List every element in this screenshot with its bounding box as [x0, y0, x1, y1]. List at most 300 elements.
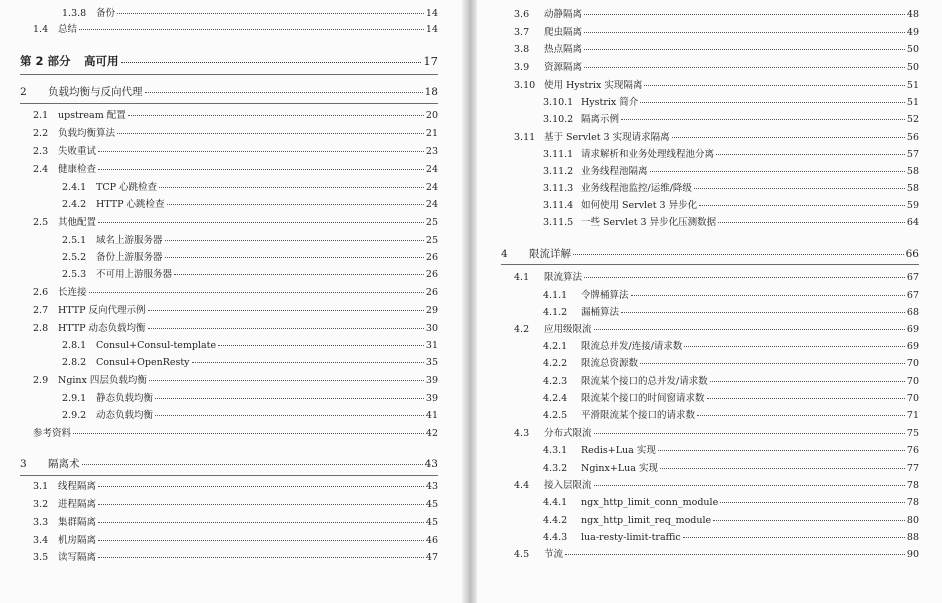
toc-number: 2.4.2	[62, 199, 87, 210]
toc-page: 20	[425, 110, 438, 121]
dot-leader	[82, 464, 423, 465]
dot-leader	[584, 67, 905, 68]
toc-entry	[543, 376, 919, 388]
toc-number: 3	[20, 458, 27, 470]
toc-page: 24	[425, 199, 438, 210]
dot-leader	[584, 32, 905, 33]
left-page	[0, 0, 462, 603]
toc-number: 2.6	[33, 287, 49, 298]
dot-leader	[73, 433, 424, 434]
toc-page: 56	[906, 132, 919, 143]
toc-page: 64	[906, 217, 919, 228]
toc-page: 26	[425, 252, 438, 263]
toc-number: 2.5	[33, 217, 49, 228]
toc-number: 3.9	[514, 62, 530, 73]
toc-page: 76	[906, 445, 919, 456]
toc-number: 4.2.2	[543, 358, 568, 369]
toc-page: 77	[906, 463, 919, 474]
toc-number: 4.2	[514, 324, 530, 335]
toc-title: 失败重试	[58, 146, 97, 157]
toc-number: 2.9.1	[62, 393, 87, 404]
dot-leader	[98, 557, 424, 558]
toc-entry	[33, 146, 438, 158]
toc-entry	[543, 166, 919, 178]
dot-leader	[98, 522, 424, 523]
toc-title: 其他配置	[58, 217, 97, 228]
part-number: 第 2 部分	[20, 54, 71, 68]
toc-title: 域名上游服务器	[96, 235, 163, 246]
toc-page: 58	[906, 183, 919, 194]
toc-title: 爬虫隔离	[544, 27, 583, 38]
dot-leader	[640, 102, 905, 103]
toc-entry	[33, 535, 438, 547]
toc-title: 进程隔离	[58, 499, 97, 510]
toc-entry	[543, 463, 919, 475]
toc-title: 一些 Servlet 3 异步化压测数据	[581, 217, 717, 228]
toc-entry	[543, 307, 919, 319]
toc-page: 46	[425, 535, 438, 546]
toc-title: 使用 Hystrix 实现隔离	[544, 80, 643, 91]
toc-entry	[62, 252, 438, 264]
dot-leader	[218, 345, 424, 346]
toc-page: 39	[425, 393, 438, 404]
dot-leader	[98, 169, 424, 170]
toc-page: 69	[906, 341, 919, 352]
toc-number: 4.2.5	[543, 410, 568, 421]
toc-number: 2.8.1	[62, 340, 87, 351]
dot-leader	[98, 222, 424, 223]
toc-title: 限流详解	[529, 248, 571, 260]
dot-leader	[155, 415, 424, 416]
toc-number: 3.6	[514, 9, 530, 20]
toc-number: 2.5.1	[62, 235, 87, 246]
toc-page: 78	[906, 480, 919, 491]
toc-number: 4.1	[514, 272, 530, 283]
toc-number: 1.3.8	[62, 8, 87, 19]
toc-number: 2.9.2	[62, 410, 87, 421]
dot-leader	[644, 85, 905, 86]
toc-title: TCP 心跳检查	[96, 182, 158, 193]
dot-leader	[174, 274, 424, 275]
toc-page: 57	[906, 149, 919, 160]
dot-leader	[710, 381, 905, 382]
toc-title: 限流某个接口的时间窗请求数	[581, 393, 705, 404]
toc-title: lua-resty-limit-traffic	[581, 532, 681, 543]
toc-entry	[543, 290, 919, 302]
toc-entry	[543, 497, 919, 509]
toc-entry	[62, 8, 438, 20]
toc-page: 80	[906, 515, 919, 526]
toc-page: 90	[906, 549, 919, 560]
toc-number: 2.7	[33, 305, 49, 316]
toc-page: 78	[906, 497, 919, 508]
toc-entry	[543, 217, 919, 229]
toc-number: 3.4	[33, 535, 49, 546]
toc-title: 长连接	[58, 287, 87, 298]
chapter-heading	[20, 458, 438, 470]
toc-entry	[33, 305, 438, 317]
toc-title: 静态负载均衡	[96, 393, 154, 404]
toc-entry	[514, 480, 919, 492]
toc-page: 49	[906, 27, 919, 38]
toc-title: 限流某个接口的总并发/请求数	[581, 376, 708, 387]
dot-leader	[98, 504, 424, 505]
toc-entry	[514, 132, 919, 144]
toc-page: 69	[906, 324, 919, 335]
toc-page: 21	[425, 128, 438, 139]
toc-entry	[33, 517, 438, 529]
dot-leader	[584, 14, 905, 15]
dot-leader	[720, 502, 905, 503]
toc-page: 51	[906, 80, 919, 91]
toc-number: 4.3.1	[543, 445, 568, 456]
toc-entry	[33, 128, 438, 140]
toc-title: HTTP 反向代理示例	[58, 305, 146, 316]
toc-title: 备份上游服务器	[96, 252, 163, 263]
toc-entry	[62, 199, 438, 211]
toc-page: 17	[423, 54, 438, 68]
toc-title: 限流总并发/连接/请求数	[581, 341, 683, 352]
toc-page: 43	[425, 481, 438, 492]
toc-entry	[514, 428, 919, 440]
toc-title: 限流算法	[544, 272, 583, 283]
toc-title: 令牌桶算法	[581, 290, 629, 301]
chapter-rule	[20, 103, 438, 104]
dot-leader	[697, 415, 905, 416]
toc-entry	[62, 410, 438, 422]
toc-number: 4.1.1	[543, 290, 568, 301]
toc-entry	[62, 393, 438, 405]
toc-title: HTTP 心跳检查	[96, 199, 165, 210]
toc-entry	[514, 44, 919, 56]
toc-title: 隔离示例	[581, 114, 620, 125]
chapter-heading	[20, 86, 438, 98]
toc-number: 2.5.3	[62, 269, 87, 280]
toc-page: 52	[906, 114, 919, 125]
toc-entry	[33, 217, 438, 229]
toc-entry	[62, 182, 438, 194]
toc-page: 45	[425, 517, 438, 528]
dot-leader	[707, 398, 905, 399]
toc-title: 读写隔离	[58, 552, 97, 563]
dot-leader	[640, 363, 905, 364]
toc-title: 业务线程池监控/运维/降级	[581, 183, 692, 194]
toc-number: 2.8	[33, 323, 49, 334]
toc-entry	[33, 375, 438, 387]
toc-title: 隔离术	[48, 458, 80, 470]
toc-page: 41	[425, 410, 438, 421]
dot-leader	[192, 362, 424, 363]
toc-number: 4.2.4	[543, 393, 568, 404]
toc-page: 67	[906, 290, 919, 301]
toc-entry	[33, 481, 438, 493]
toc-number: 4.3	[514, 428, 530, 439]
dot-leader	[155, 398, 424, 399]
chapter-heading	[501, 248, 919, 260]
dot-leader	[117, 133, 424, 134]
toc-entry	[514, 62, 919, 74]
toc-number: 4.4	[514, 480, 530, 491]
toc-title: 动静隔离	[544, 9, 583, 20]
part-title: 高可用	[84, 54, 119, 68]
dot-leader	[117, 13, 424, 14]
toc-number: 3.8	[514, 44, 530, 55]
toc-entry	[543, 341, 919, 353]
right-page	[477, 0, 942, 603]
toc-entry	[62, 357, 438, 369]
toc-title: 接入层限流	[544, 480, 592, 491]
part-heading	[20, 54, 438, 68]
toc-page: 26	[425, 269, 438, 280]
toc-page: 26	[425, 287, 438, 298]
dot-leader	[79, 29, 424, 30]
toc-number: 4.2.1	[543, 341, 568, 352]
toc-page: 39	[425, 375, 438, 386]
toc-title: 动态负载均衡	[96, 410, 154, 421]
toc-number: 3.10.2	[543, 114, 574, 125]
toc-entry	[543, 183, 919, 195]
dot-leader	[165, 257, 424, 258]
dot-leader	[167, 204, 424, 205]
toc-title: Consul+OpenResty	[96, 357, 190, 368]
toc-number: 4.1.2	[543, 307, 568, 318]
toc-number: 2.1	[33, 110, 49, 121]
book-gutter	[462, 0, 477, 603]
dot-leader	[149, 380, 424, 381]
toc-entry	[33, 323, 438, 335]
toc-title: 参考资料	[33, 428, 72, 439]
toc-number: 3.5	[33, 552, 49, 563]
dot-leader	[148, 310, 424, 311]
toc-page: 70	[906, 358, 919, 369]
toc-number: 2.4	[33, 164, 49, 175]
dot-leader	[594, 485, 905, 486]
toc-page: 35	[425, 357, 438, 368]
toc-title: 健康检查	[58, 164, 97, 175]
toc-page: 29	[425, 305, 438, 316]
toc-entry	[543, 97, 919, 109]
toc-page: 18	[424, 86, 438, 98]
toc-page: 88	[906, 532, 919, 543]
dot-leader	[584, 277, 905, 278]
toc-number: 2.3	[33, 146, 49, 157]
dot-leader	[718, 222, 905, 223]
toc-title: 基于 Servlet 3 实现请求隔离	[544, 132, 670, 143]
toc-title: 如何使用 Servlet 3 异步化	[581, 200, 698, 211]
toc-page: 58	[906, 166, 919, 177]
toc-number: 4.4.1	[543, 497, 568, 508]
toc-number: 2.2	[33, 128, 49, 139]
toc-title: 线程隔离	[58, 481, 97, 492]
toc-title: 节流	[544, 549, 564, 560]
chapter-rule	[501, 264, 919, 265]
toc-title: 应用级限流	[544, 324, 592, 335]
toc-number: 3.7	[514, 27, 530, 38]
toc-title: upstream 配置	[58, 110, 126, 121]
chapter-rule	[20, 475, 438, 476]
toc-entry	[62, 269, 438, 281]
dot-leader	[716, 154, 905, 155]
dot-leader	[650, 171, 905, 172]
toc-page: 68	[906, 307, 919, 318]
toc-entry	[514, 80, 919, 92]
toc-number: 3.11.4	[543, 200, 574, 211]
toc-number: 3.11.5	[543, 217, 574, 228]
dot-leader	[713, 520, 905, 521]
dot-leader	[694, 188, 905, 189]
toc-title: 漏桶算法	[581, 307, 620, 318]
toc-page: 70	[906, 376, 919, 387]
toc-page: 51	[906, 97, 919, 108]
toc-number: 3.10.1	[543, 97, 574, 108]
toc-number: 3.11.2	[543, 166, 574, 177]
dot-leader	[584, 49, 905, 50]
toc-title: Consul+Consul-template	[96, 340, 217, 351]
toc-page: 31	[425, 340, 438, 351]
toc-page: 50	[906, 62, 919, 73]
toc-number: 2	[20, 86, 27, 98]
toc-entry	[62, 235, 438, 247]
toc-title: ngx_http_limit_conn_module	[581, 497, 719, 508]
toc-page: 48	[906, 9, 919, 20]
toc-entry	[33, 499, 438, 511]
toc-title: Nginx+Lua 实现	[581, 463, 658, 474]
toc-number: 3.1	[33, 481, 49, 492]
toc-entry	[33, 24, 438, 36]
toc-title: Redis+Lua 实现	[581, 445, 656, 456]
toc-page: 23	[425, 146, 438, 157]
dot-leader	[165, 240, 424, 241]
toc-number: 4.4.2	[543, 515, 568, 526]
toc-entry	[543, 149, 919, 161]
toc-number: 3.10	[514, 80, 536, 91]
toc-title: 业务线程池隔离	[581, 166, 648, 177]
toc-title: 机房隔离	[58, 535, 97, 546]
toc-entry	[514, 272, 919, 284]
toc-number: 3.11	[514, 132, 536, 143]
toc-number: 1.4	[33, 24, 49, 35]
toc-title: 集群隔离	[58, 517, 97, 528]
toc-title: 分布式限流	[544, 428, 592, 439]
toc-number: 2.4.1	[62, 182, 87, 193]
dot-leader	[631, 295, 905, 296]
toc-entry	[33, 110, 438, 122]
toc-page: 43	[424, 458, 438, 470]
toc-entry	[543, 114, 919, 126]
section-rule	[20, 74, 438, 75]
toc-page: 47	[425, 552, 438, 563]
toc-title: 限流总资源数	[581, 358, 639, 369]
dot-leader	[594, 329, 905, 330]
toc-page: 14	[425, 8, 438, 19]
toc-number: 4.4.3	[543, 532, 568, 543]
toc-page: 25	[425, 217, 438, 228]
toc-page: 66	[905, 248, 919, 260]
toc-page: 24	[425, 164, 438, 175]
toc-page: 14	[425, 24, 438, 35]
toc-number: 3.2	[33, 499, 49, 510]
dot-leader	[621, 312, 905, 313]
toc-number: 4	[501, 248, 508, 260]
toc-page: 67	[906, 272, 919, 283]
dot-leader	[98, 540, 424, 541]
toc-title: 备份	[96, 8, 116, 19]
toc-title: 热点隔离	[544, 44, 583, 55]
toc-title: 请求解析和业务处理线程池分离	[581, 149, 715, 160]
dot-leader	[159, 187, 424, 188]
dot-leader	[89, 292, 424, 293]
dot-leader	[128, 115, 424, 116]
toc-title: 负载均衡算法	[58, 128, 116, 139]
toc-page: 50	[906, 44, 919, 55]
toc-title: 负载均衡与反向代理	[48, 86, 143, 98]
toc-title: 不可用上游服务器	[96, 269, 173, 280]
dot-leader	[658, 450, 905, 451]
toc-entry	[33, 428, 438, 440]
toc-number: 3.11.3	[543, 183, 574, 194]
toc-title: HTTP 动态负载均衡	[58, 323, 146, 334]
toc-number: 3.3	[33, 517, 49, 528]
toc-page: 30	[425, 323, 438, 334]
dot-leader	[594, 433, 905, 434]
toc-page: 75	[906, 428, 919, 439]
dot-leader	[684, 346, 905, 347]
dot-leader	[145, 92, 423, 93]
toc-title: Hystrix 简介	[581, 97, 639, 108]
toc-number: 4.5	[514, 549, 530, 560]
toc-entry	[514, 9, 919, 21]
toc-number: 2.9	[33, 375, 49, 386]
toc-title: ngx_http_limit_req_module	[581, 515, 712, 526]
toc-title: 资源隔离	[544, 62, 583, 73]
toc-entry	[62, 340, 438, 352]
toc-entry	[33, 552, 438, 564]
toc-number: 4.2.3	[543, 376, 568, 387]
toc-entry	[514, 549, 919, 561]
dot-leader	[660, 468, 905, 469]
dot-leader	[621, 119, 905, 120]
toc-entry	[543, 532, 919, 544]
toc-entry	[514, 27, 919, 39]
toc-entry	[543, 200, 919, 212]
toc-title: 总结	[58, 24, 78, 35]
dot-leader	[672, 137, 905, 138]
toc-number: 2.5.2	[62, 252, 87, 263]
toc-title: Nginx 四层负载均衡	[58, 375, 147, 386]
dot-leader	[98, 151, 424, 152]
toc-entry	[33, 287, 438, 299]
toc-page: 24	[425, 182, 438, 193]
toc-entry	[543, 393, 919, 405]
toc-entry	[543, 515, 919, 527]
toc-page: 45	[425, 499, 438, 510]
toc-number: 2.8.2	[62, 357, 87, 368]
toc-title: 平滑限流某个接口的请求数	[581, 410, 696, 421]
toc-page: 71	[906, 410, 919, 421]
toc-number: 3.11.1	[543, 149, 574, 160]
dot-leader	[573, 254, 904, 255]
toc-entry	[543, 410, 919, 422]
toc-page: 59	[906, 200, 919, 211]
toc-entry	[514, 324, 919, 336]
dot-leader	[148, 328, 424, 329]
toc-page: 25	[425, 235, 438, 246]
toc-page: 70	[906, 393, 919, 404]
dot-leader	[565, 554, 905, 555]
dot-leader	[121, 62, 422, 63]
toc-number: 4.3.2	[543, 463, 568, 474]
toc-page: 42	[425, 428, 438, 439]
